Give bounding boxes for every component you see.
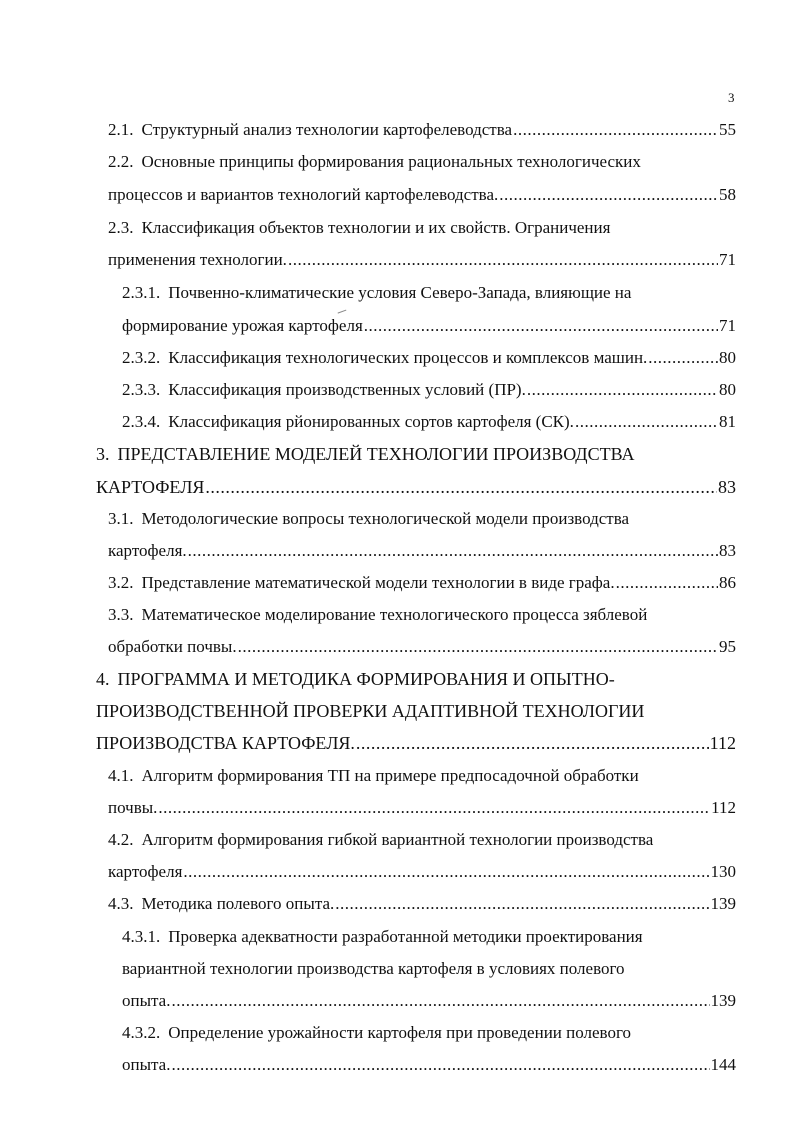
toc-entry-2-3-3 — [122, 380, 736, 400]
toc-entry-2-3-1-line-1 — [122, 283, 631, 303]
toc-title: Методика полевого опыта. — [141, 894, 335, 913]
toc-page: 58 — [719, 185, 736, 204]
toc-number: 4.3.2. — [122, 1023, 161, 1042]
toc-title: Классификация технологических процессов и комплексов машин. — [168, 348, 648, 367]
toc-title-cont: картофеля. — [108, 541, 187, 560]
leader-dots — [364, 316, 718, 336]
toc-entry-2-2-line-1 — [108, 152, 641, 172]
toc-entry-4-1-line-1 — [108, 766, 639, 786]
leader-dots — [183, 862, 709, 882]
toc-entry-4-line-2 — [96, 701, 644, 721]
toc-number: 2.2. — [108, 152, 134, 171]
toc-entry-2-3-1-line-2 — [122, 316, 736, 336]
leader-dots — [238, 637, 718, 657]
toc-entry-4-1-line-2 — [108, 798, 736, 818]
toc-title: Классификация рйонированных сортов картофеля (СК). — [168, 412, 574, 431]
toc-title-cont: ПРОИЗВОДСТВЕННОЙ ПРОВЕРКИ АДАПТИВНОЙ ТЕХНОЛОГИИ — [96, 701, 645, 721]
leader-dots — [527, 380, 718, 400]
toc-title: Классификация производственных условий (ПР). — [168, 380, 526, 399]
toc-page: 112 — [709, 733, 736, 753]
leader-dots — [499, 185, 718, 205]
toc-number: 3.2. — [108, 573, 134, 592]
toc-title-cont: ПРОИЗВОДСТВА КАРТОФЕЛЯ. — [96, 733, 355, 753]
toc-page: 112 — [711, 798, 736, 817]
leader-dots — [575, 412, 718, 432]
toc-page: 83 — [719, 541, 736, 560]
toc-page: 80 — [719, 348, 736, 367]
toc-title-cont: картофеля — [108, 862, 183, 881]
toc-number: 2.3. — [108, 218, 134, 237]
toc-page: 144 — [710, 1055, 736, 1074]
toc-title-cont: процессов и вариантов технологий картофелеводства. — [108, 185, 499, 204]
toc-title: Классификация объектов технологии и их свойств. Ограничения — [141, 218, 611, 237]
toc-page: 139 — [710, 894, 736, 913]
toc-title-cont: опыта. — [122, 991, 171, 1010]
toc-entry-4-line-3 — [96, 733, 736, 753]
toc-title-cont: опыта. — [122, 1055, 171, 1074]
toc-number: 4.1. — [108, 766, 134, 785]
toc-title: Почвенно-климатические условия Северо-Запада, влияющие на — [168, 283, 632, 302]
toc-title-cont: применения технологии. — [108, 250, 287, 269]
leader-dots — [205, 477, 717, 497]
toc-title: ПРОГРАММА И МЕТОДИКА ФОРМИРОВАНИЯ И ОПЫТНО- — [117, 669, 615, 689]
toc-entry-2-2-line-2 — [108, 185, 736, 205]
toc-page: 86 — [719, 573, 736, 592]
toc-number: 3.3. — [108, 605, 134, 624]
toc-page: 139 — [710, 991, 736, 1010]
toc-title-cont: формирование урожая картофеля — [122, 316, 363, 335]
toc-title-cont: вариантной технологии производства картофеля в условиях полевого — [122, 959, 625, 978]
leader-dots — [356, 733, 709, 753]
leader-dots — [513, 120, 718, 140]
leader-dots — [335, 894, 709, 914]
toc-entry-2-3-line-1 — [108, 218, 610, 238]
toc-title: Алгоритм формирования ТП на примере предпосадочной обработки — [141, 766, 639, 785]
toc-entry-4-3-1-line-1 — [122, 927, 643, 947]
toc-number: 4.3.1. — [122, 927, 161, 946]
toc-title: Определение урожайности картофеля при проведении полевого — [168, 1023, 632, 1042]
toc-entry-4-3-1-line-3 — [122, 991, 736, 1011]
toc-title-cont: почвы. — [108, 798, 158, 817]
leader-dots — [171, 991, 709, 1011]
toc-page: 55 — [719, 120, 736, 139]
leader-dots — [616, 573, 718, 593]
toc-title: ПРЕДСТАВЛЕНИЕ МОДЕЛЕЙ ТЕХНОЛОГИИ ПРОИЗВОДСТВА — [117, 444, 635, 464]
toc-entry-3-line-2 — [96, 477, 736, 497]
toc-entry-3-3-line-2 — [108, 637, 736, 657]
toc-number: 4. — [96, 669, 110, 689]
toc-entry-3-1-line-2 — [108, 541, 736, 561]
toc-title: Структурный анализ технологии картофелеводства — [141, 120, 513, 139]
toc-number: 2.3.3. — [122, 380, 161, 399]
toc-number: 4.2. — [108, 830, 134, 849]
toc-entry-4-2-line-1 — [108, 830, 653, 850]
toc-title-cont: КАРТОФЕЛЯ — [96, 477, 205, 497]
toc-number: 2.3.2. — [122, 348, 161, 367]
toc-page: 130 — [710, 862, 736, 881]
toc-number: 2.1. — [108, 120, 134, 139]
toc-entry-3-line-1 — [96, 444, 634, 464]
toc-title: Методологические вопросы технологической модели производства — [141, 509, 630, 528]
toc-entry-4-3-2-line-1 — [122, 1023, 631, 1043]
toc-entry-4-3-2-line-2 — [122, 1055, 736, 1075]
toc-entry-4-line-1 — [96, 669, 615, 689]
toc-entry-3-1-line-1 — [108, 509, 629, 529]
toc-number: 2.3.1. — [122, 283, 161, 302]
toc-entry-2-3-line-2 — [108, 250, 736, 270]
toc-entry-4-3 — [108, 894, 736, 914]
leader-dots — [288, 250, 718, 270]
toc-title: Основные принципы формирования рациональных технологических — [141, 152, 641, 171]
leader-dots — [171, 1055, 709, 1075]
toc-page: 95 — [719, 637, 736, 656]
toc-entry-4-3-1-line-2 — [122, 959, 625, 979]
leader-dots — [188, 541, 718, 561]
toc-number: 3. — [96, 444, 110, 464]
page-number: 3 — [728, 90, 735, 105]
toc-page: 83 — [718, 477, 736, 497]
toc-entry-3-3-line-1 — [108, 605, 647, 625]
toc-title-cont: обработки почвы. — [108, 637, 237, 656]
toc-entry-2-3-4 — [122, 412, 736, 432]
toc-page: 71 — [719, 316, 736, 335]
toc-title: Алгоритм формирования гибкой вариантной технологии производства — [141, 830, 654, 849]
toc-entry-2-1 — [108, 120, 736, 140]
toc-page: 71 — [719, 250, 736, 269]
toc-page: 80 — [719, 380, 736, 399]
toc-title: Проверка адекватности разработанной методики проектирования — [168, 927, 643, 946]
toc-entry-4-2-line-2 — [108, 862, 736, 882]
toc-title: Представление математической модели технологии в виде графа. — [141, 573, 615, 592]
leader-dots — [648, 348, 718, 368]
toc-number: 4.3. — [108, 894, 134, 913]
toc-number: 3.1. — [108, 509, 134, 528]
leader-dots — [158, 798, 710, 818]
toc-entry-2-3-2 — [122, 348, 736, 368]
toc-title: Математическое моделирование технологического процесса зяблевой — [141, 605, 648, 624]
toc-page: 81 — [719, 412, 736, 431]
toc-entry-3-2 — [108, 573, 736, 593]
toc-number: 2.3.4. — [122, 412, 161, 431]
